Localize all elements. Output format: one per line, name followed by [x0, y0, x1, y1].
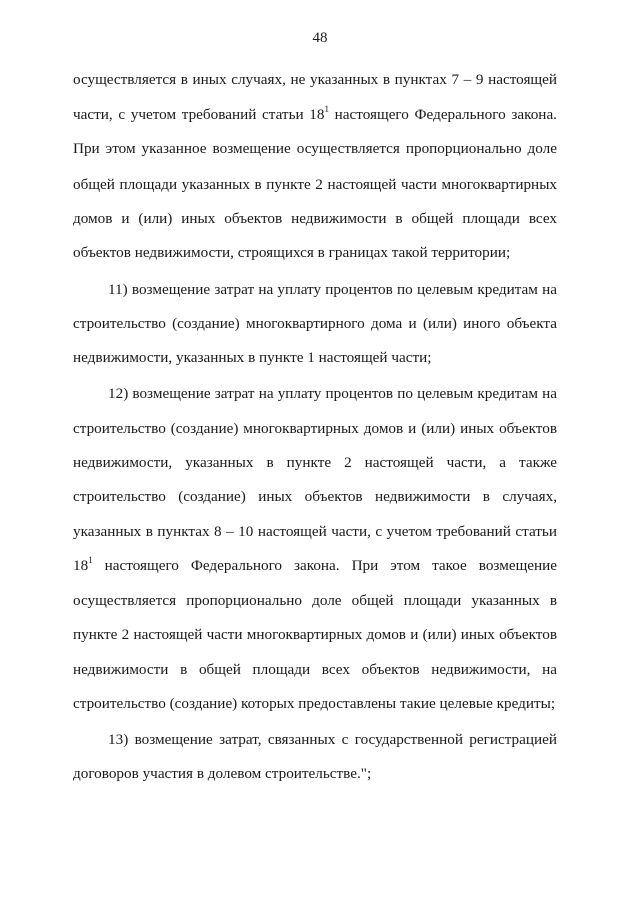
- text-span: настоящего Федерального закона.: [328, 106, 557, 123]
- text-line: строительство (создание) которых предоставлены такие целевые кредиты;: [73, 695, 556, 712]
- text-span: части, с учетом требований статьи 18: [73, 106, 325, 123]
- text-span: настоящего Федерального закона. При этом такое возмещение: [92, 557, 557, 574]
- text-line: строительство (создание) многоквартирного дома и (или) иного объекта: [73, 315, 557, 332]
- text-line: осуществляется в иных случаях, не указанных в пунктах 7 – 9 настоящей: [73, 71, 557, 88]
- text-line: строительство (создание) многоквартирных домов и (или) иных объектов: [73, 420, 557, 437]
- text-line: строительство (создание) иных объектов недвижимости в случаях,: [73, 488, 557, 505]
- text-line: 11) возмещение затрат на уплату процентов по целевым кредитам на: [108, 281, 557, 298]
- superscript: 1: [88, 554, 93, 565]
- text-line: пункте 2 настоящей части многоквартирных домов и (или) иных объектов: [73, 626, 557, 643]
- text-line: осуществляется пропорционально доле общей площади указанных в: [73, 592, 557, 609]
- text-line: 13) возмещение затрат, связанных с государственной регистрацией: [108, 731, 557, 748]
- superscript: 1: [324, 103, 329, 114]
- text-line: [73, 556, 557, 576]
- text-line: 12) возмещение затрат на уплату процентов по целевым кредитам на: [108, 385, 557, 402]
- text-line: договоров участия в долевом строительстве.";: [73, 765, 372, 782]
- text-line: общей площади указанных в пункте 2 настоящей части многоквартирных: [73, 176, 557, 193]
- text-span: 18: [73, 557, 89, 574]
- text-line: [73, 105, 557, 125]
- text-line: недвижимости в общей площади всех объектов недвижимости, на: [73, 661, 557, 678]
- text-line: недвижимости, указанных в пункте 2 настоящей части, а также: [73, 454, 557, 471]
- text-line: домов и (или) иных объектов недвижимости в общей площади всех: [73, 210, 557, 227]
- text-line: указанных в пунктах 8 – 10 настоящей части, с учетом требований статьи: [73, 523, 557, 540]
- page-number: 48: [312, 30, 328, 46]
- text-line: При этом указанное возмещение осуществляется пропорционально доле: [73, 140, 557, 157]
- text-line: недвижимости, указанных в пункте 1 настоящей части;: [73, 349, 432, 366]
- text-line: объектов недвижимости, строящихся в границах такой территории;: [73, 244, 511, 261]
